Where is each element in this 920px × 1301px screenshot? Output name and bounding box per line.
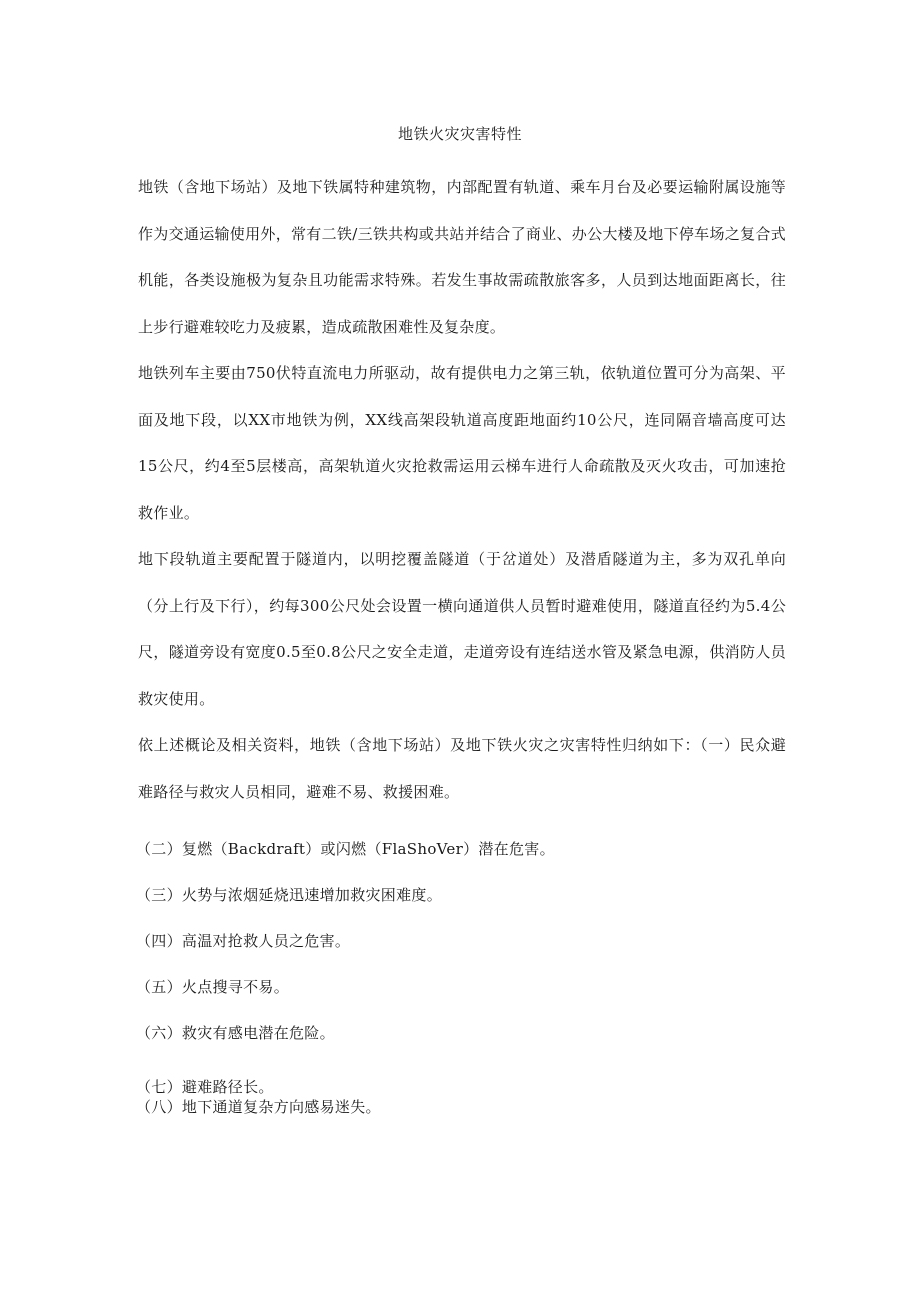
list-item: （八）地下通道复杂方向感易迷失。 <box>136 1098 381 1116</box>
list-item: （四）高温对抢救人员之危害。 <box>136 932 351 950</box>
list-item: （五）火点搜寻不易。 <box>136 978 290 996</box>
list-item: （七）避难路径长。 <box>136 1078 274 1096</box>
paragraph-1: 地铁（含地下场站）及地下铁属特种建筑物，内部配置有轨道、乘车月台及必要运输附属设施等作为交通运输使用外，常有二铁/三铁共构或共站并结合了商业、办公大楼及地下停车场之复合式机能，各类设施极为复杂且功能需求特殊。若发生事故需疏散旅客多，人员到达地面距离长，往上步行避难较吃力及疲累，造成疏散困难性及复杂度。 <box>138 178 786 336</box>
paragraph-4: 依上述概论及相关资料，地铁（含地下场站）及地下铁火灾之灾害特性归纳如下：（一）民众避难路径与救灾人员相同，避难不易、救援困难。 <box>138 736 786 801</box>
list-item: （三）火势与浓烟延烧迅速增加救灾困难度。 <box>136 886 443 904</box>
list-item: （六）救灾有感电潜在危险。 <box>136 1024 335 1042</box>
list-item: （二）复燃（Backdraft）或闪燃（FlaShoVer）潜在危害。 <box>136 840 555 858</box>
hazard-list <box>138 839 786 1117</box>
paragraph-3: 地下段轨道主要配置于隧道内，以明挖覆盖隧道（于岔道处）及潜盾隧道为主，多为双孔单向（分上行及下行），约每300公尺处会设置一横向通道供人员暂时避难使用，隧道直径约为5.4公尺，隧道旁设有宽度0.5至0.8公尺之安全走道，走道旁设有连结送水管及紧急电源，供消防人员救灾使用。 <box>138 550 786 708</box>
document-body <box>138 164 786 1117</box>
document-title: 地铁火灾灾害特性 <box>397 125 522 143</box>
paragraph-2: 地铁列车主要由750伏特直流电力所驱动，故有提供电力之第三轨，依轨道位置可分为高架、平面及地下段，以XX市地铁为例，XX线高架段轨道高度距地面约10公尺，连同隔音墙高度可达15公尺，约4至5层楼高，高架轨道火灾抢救需运用云梯车进行人命疏散及灭火攻击，可加速抢救作业。 <box>138 364 786 522</box>
